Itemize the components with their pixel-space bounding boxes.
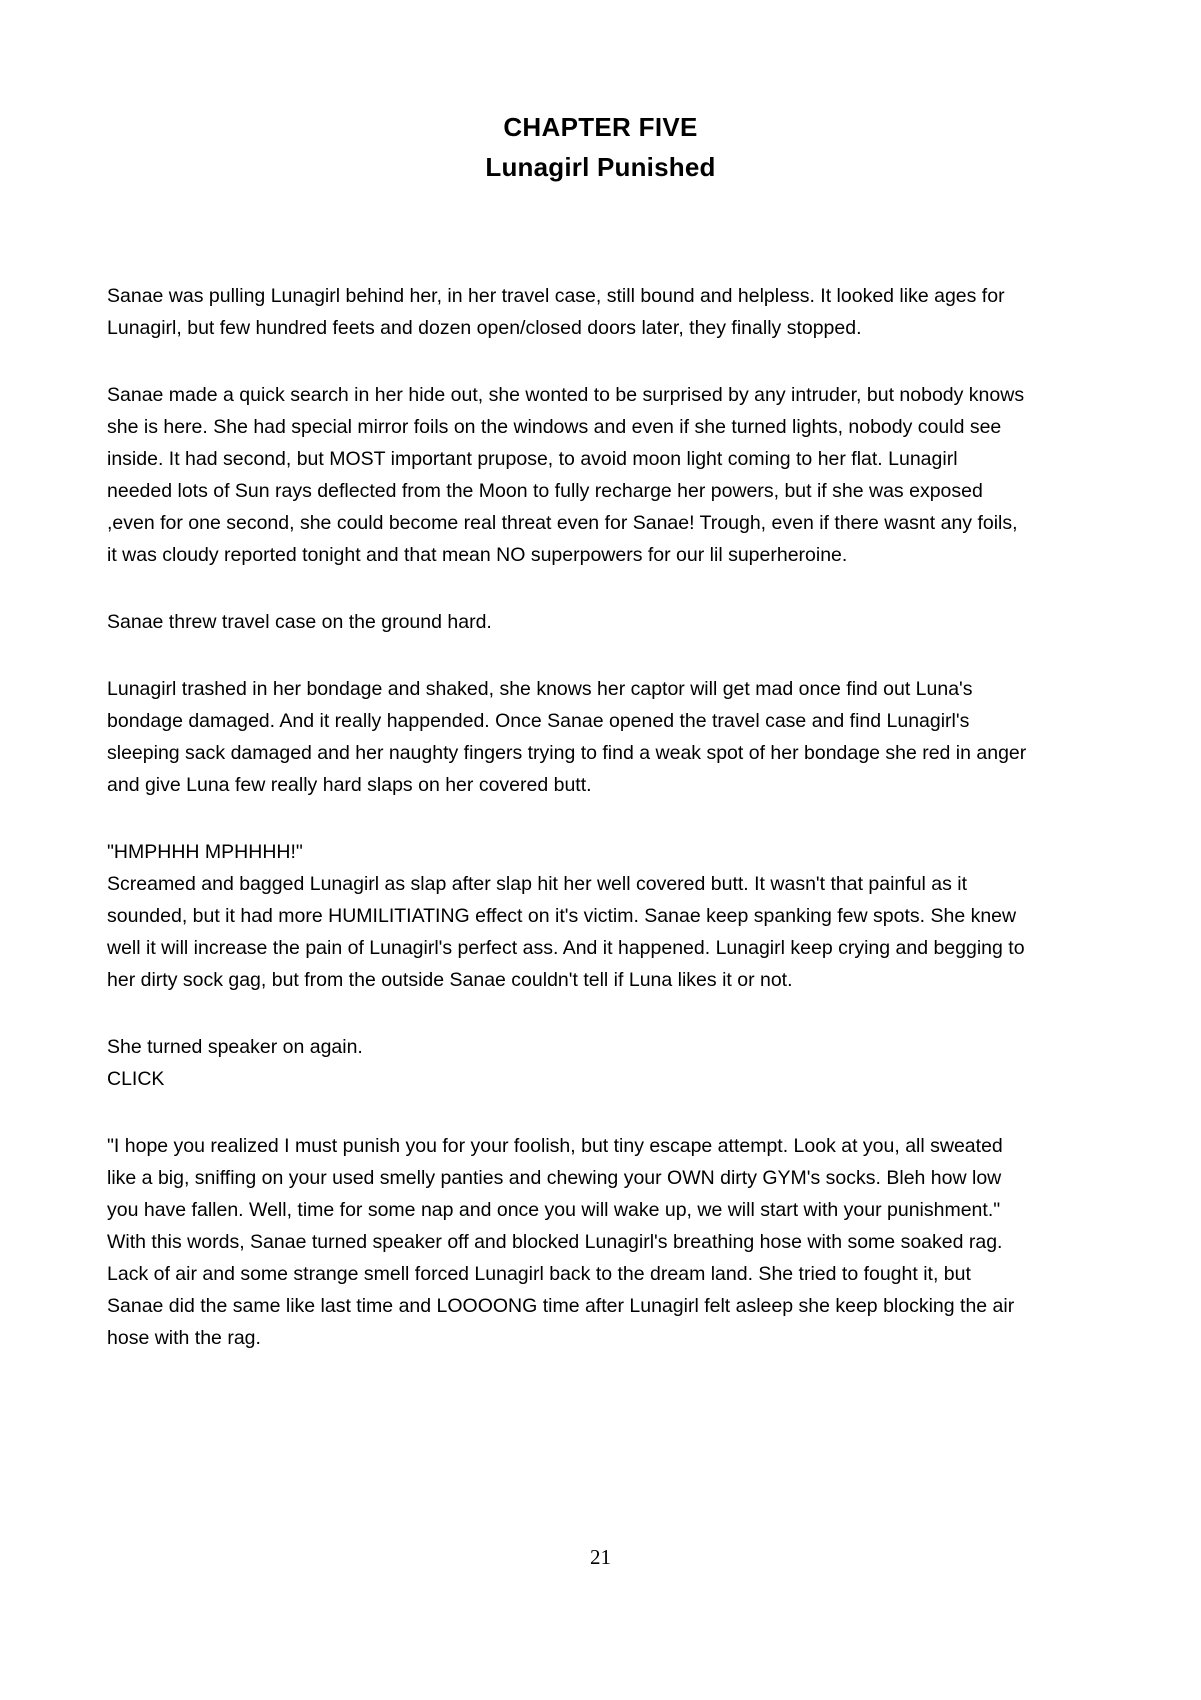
chapter-header	[0, 0, 1201, 183]
chapter-subtitle: Lunagirl Punished	[485, 152, 716, 183]
text-line: With this words, Sanae turned speaker off and blocked Lunagirl's breathing hose with some soaked rag.	[107, 1231, 1003, 1253]
text-line: "HMPHHH MPHHHH!"	[107, 841, 303, 863]
page-number: 21	[590, 1545, 611, 1569]
text-line: her dirty sock gag, but from the outside Sanae couldn't tell if Luna likes it or not.	[107, 969, 793, 991]
text-line: sounded, but it had more HUMILITIATING effect on it's victim. Sanae keep spanking few spots. She knew	[107, 905, 1017, 927]
paragraph	[107, 379, 1137, 571]
text-line: hose with the rag.	[107, 1327, 261, 1349]
text-line: Lunagirl, but few hundred feets and dozen open/closed doors later, they finally stopped.	[107, 317, 862, 339]
text-line: CLICK	[107, 1068, 165, 1090]
text-line: inside. It had second, but MOST important prupose, to avoid moon light coming to her flat. Lunagirl	[107, 448, 958, 470]
text-line: she is here. She had special mirror foils on the windows and even if she turned lights, nobody could see	[107, 416, 1002, 438]
text-line: ,even for one second, she could become real threat even for Sanae! Trough, even if there wasnt any foils,	[107, 512, 1018, 534]
text-line: She turned speaker on again.	[107, 1036, 363, 1058]
text-line: Sanae was pulling Lunagirl behind her, in her travel case, still bound and helpless. It looked like ages for	[107, 285, 1005, 307]
text-line: you have fallen. Well, time for some nap and once you will wake up, we will start with your punishment."	[107, 1199, 1001, 1221]
paragraph	[107, 280, 1137, 344]
page-body	[107, 280, 1137, 1389]
text-line: "I hope you realized I must punish you for your foolish, but tiny escape attempt. Look at you, all sweated	[107, 1135, 1003, 1157]
text-line: sleeping sack damaged and her naughty fingers trying to find a weak spot of her bondage she red in anger	[107, 742, 1027, 764]
text-line: Sanae made a quick search in her hide out, she wonted to be surprised by any intruder, but nobody knows	[107, 384, 1025, 406]
text-line: Lunagirl trashed in her bondage and shaked, she knows her captor will get mad once find out Luna's	[107, 678, 973, 700]
text-line: Sanae threw travel case on the ground hard.	[107, 611, 492, 633]
paragraph	[107, 673, 1137, 801]
text-line: bondage damaged. And it really happended. Once Sanae opened the travel case and find Lunagirl's	[107, 710, 970, 732]
text-line: Screamed and bagged Lunagirl as slap after slap hit her well covered butt. It wasn't that painful as it	[107, 873, 968, 895]
paragraph	[107, 1031, 1137, 1095]
paragraph	[107, 1130, 1137, 1354]
text-line: well it will increase the pain of Lunagirl's perfect ass. And it happened. Lunagirl keep crying and begging to	[107, 937, 1025, 959]
chapter-title: CHAPTER FIVE	[503, 112, 698, 142]
text-line: like a big, sniffing on your used smelly panties and chewing your OWN dirty GYM's socks. Bleh how low	[107, 1167, 1002, 1189]
paragraph	[107, 836, 1137, 996]
paragraph	[107, 606, 1137, 638]
text-line: Lack of air and some strange smell forced Lunagirl back to the dream land. She tried to fought it, but	[107, 1263, 971, 1285]
text-line: it was cloudy reported tonight and that mean NO superpowers for our lil superheroine.	[107, 544, 848, 566]
page-footer	[0, 1545, 1201, 1570]
text-line: and give Luna few really hard slaps on her covered butt.	[107, 774, 592, 796]
text-line: Sanae did the same like last time and LOOOONG time after Lunagirl felt asleep she keep blocking the air	[107, 1295, 1015, 1317]
text-line: needed lots of Sun rays deflected from the Moon to fully recharge her powers, but if she was exposed	[107, 480, 983, 502]
